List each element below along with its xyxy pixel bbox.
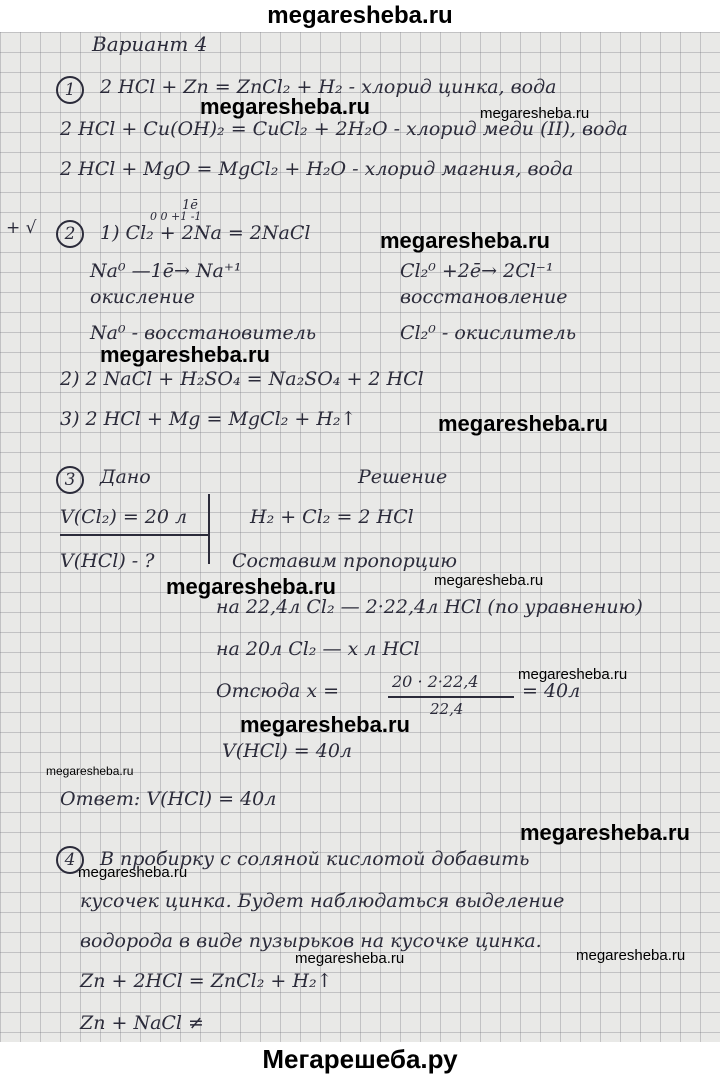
task-4-line-1: В пробирку с соляной кислотой добавить (100, 848, 530, 870)
task-3-given-value: V(Cl₂) = 20 л (60, 506, 188, 528)
task-1-line-1: 2 HCl + Zn = ZnCl₂ + H₂ - хлорид цинка, вода (100, 76, 557, 98)
task-2-cl-label: восстановление (400, 286, 568, 308)
task-2-na-label: окисление (90, 286, 196, 308)
task-4-number: 4 (56, 846, 84, 874)
watermark: megaresheba.ru (166, 574, 336, 599)
variant-title: Вариант 4 (92, 32, 208, 56)
given-divider-horizontal (60, 534, 210, 536)
task-3-proportion-1: на 22,4л Cl₂ — 2·22,4л HCl (по уравнению) (216, 596, 643, 618)
watermark: megaresheba.ru (240, 712, 410, 737)
task-2-na-role: Na⁰ - восстановитель (90, 322, 317, 344)
watermark: megaresheba.ru (295, 950, 405, 967)
task-2-part-2: 2) 2 NaCl + H₂SO₄ = Na₂SO₄ + 2 HCl (60, 368, 424, 390)
task-3-answer: Ответ: V(HCl) = 40л (60, 788, 277, 810)
given-divider-vertical (208, 494, 210, 564)
task-3-number: 3 (56, 466, 84, 494)
watermark: megaresheba.ru (46, 764, 134, 778)
task-1-number: 1 (56, 76, 84, 104)
task-2-electron-transfer: 1ē (182, 198, 198, 213)
watermark: megaresheba.ru (480, 105, 590, 122)
task-2-part-1: 1) Cl₂ + 2Na = 2NaCl (100, 222, 311, 244)
task-2-cl-role: Cl₂⁰ - окислитель (400, 322, 577, 344)
task-3-reaction: H₂ + Cl₂ = 2 HCl (250, 506, 414, 528)
task-3-find: V(HCl) - ? (60, 550, 155, 572)
task-4-equation-2: Zn + NaCl ≠ (80, 1012, 204, 1034)
task-3-proportion-title: Составим пропорцию (232, 550, 457, 572)
watermark: megaresheba.ru (434, 572, 544, 589)
margin-check-mark: + √ (6, 218, 37, 238)
task-1-line-2: 2 HCl + Cu(OH)₂ = CuCl₂ + 2H₂O - хлорид меди (II), вода (60, 118, 628, 140)
task-2-part-3: 3) 2 HCl + Mg = MgCl₂ + H₂↑ (60, 408, 357, 430)
watermark: megaresheba.ru (380, 228, 550, 253)
watermark: megaresheba.ru (78, 864, 188, 881)
fraction-bar (388, 696, 514, 698)
task-4-line-3: водорода в виде пузырьков на кусочке цинка. (80, 930, 542, 952)
task-4-equation-1: Zn + 2HCl = ZnCl₂ + H₂↑ (80, 970, 333, 992)
task-3-solution-label: Решение (358, 466, 448, 488)
task-2-cl-equation: Cl₂⁰ +2ē→ 2Cl⁻¹ (400, 260, 554, 282)
site-footer-banner: Мегарешеба.ру (0, 1042, 720, 1077)
task-3-given-label: Дано (100, 466, 151, 488)
watermark: megaresheba.ru (576, 947, 686, 964)
task-3-calc-numerator: 20 · 2·22,4 (392, 672, 479, 691)
task-3-calc-prefix: Отсюда x = (216, 680, 340, 702)
watermark: megaresheba.ru (518, 666, 628, 683)
watermark: megaresheba.ru (200, 94, 370, 119)
task-3-calc-result: = 40л (522, 680, 581, 702)
task-1-line-3: 2 HCl + MgO = MgCl₂ + H₂O - хлорид магния, вода (60, 158, 574, 180)
task-4-line-2: кусочек цинка. Будет наблюдаться выделение (80, 890, 565, 912)
task-3-result: V(HCl) = 40л (222, 740, 353, 762)
watermark: megaresheba.ru (100, 342, 270, 367)
task-3-calc-denominator: 22,4 (430, 700, 464, 718)
task-2-oxidation-states: 0 0 +1 -1 (150, 210, 202, 223)
watermark: megaresheba.ru (438, 411, 608, 436)
task-2-na-equation: Na⁰ —1ē→ Na⁺¹ (90, 260, 242, 282)
site-header-banner: megaresheba.ru (0, 0, 720, 32)
homework-page (0, 32, 720, 1042)
task-2-number: 2 (56, 220, 84, 248)
task-3-proportion-2: на 20л Cl₂ — x л HCl (216, 638, 420, 660)
watermark: megaresheba.ru (520, 820, 690, 845)
